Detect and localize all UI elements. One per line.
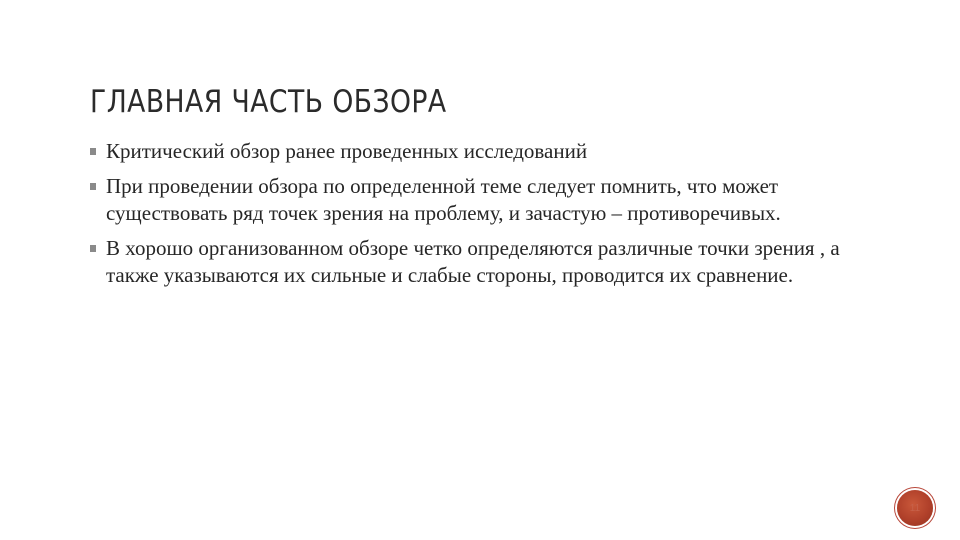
bullet-item (90, 173, 850, 227)
bullet-item (90, 235, 850, 289)
bullet-square-icon (90, 183, 96, 190)
page-number-badge (897, 490, 933, 526)
bullet-text: Критический обзор ранее проведенных исследований (106, 139, 588, 163)
slide-title: ГЛАВНАЯ ЧАСТЬ ОБЗОРА (90, 84, 447, 120)
bullet-list (90, 138, 850, 297)
bullet-square-icon (90, 148, 96, 155)
bullet-text: В хорошо организованном обзоре четко определяются различные точки зрения , а также указываются их сильные и слабые стороны, проводится их сравнение. (106, 236, 840, 287)
page-number: 11 (909, 502, 921, 514)
bullet-square-icon (90, 245, 96, 252)
bullet-item (90, 138, 850, 165)
bullet-text: При проведении обзора по определенной теме следует помнить, что может существовать ряд точек зрения на проблему, и зачастую – противоречивых. (106, 174, 781, 225)
